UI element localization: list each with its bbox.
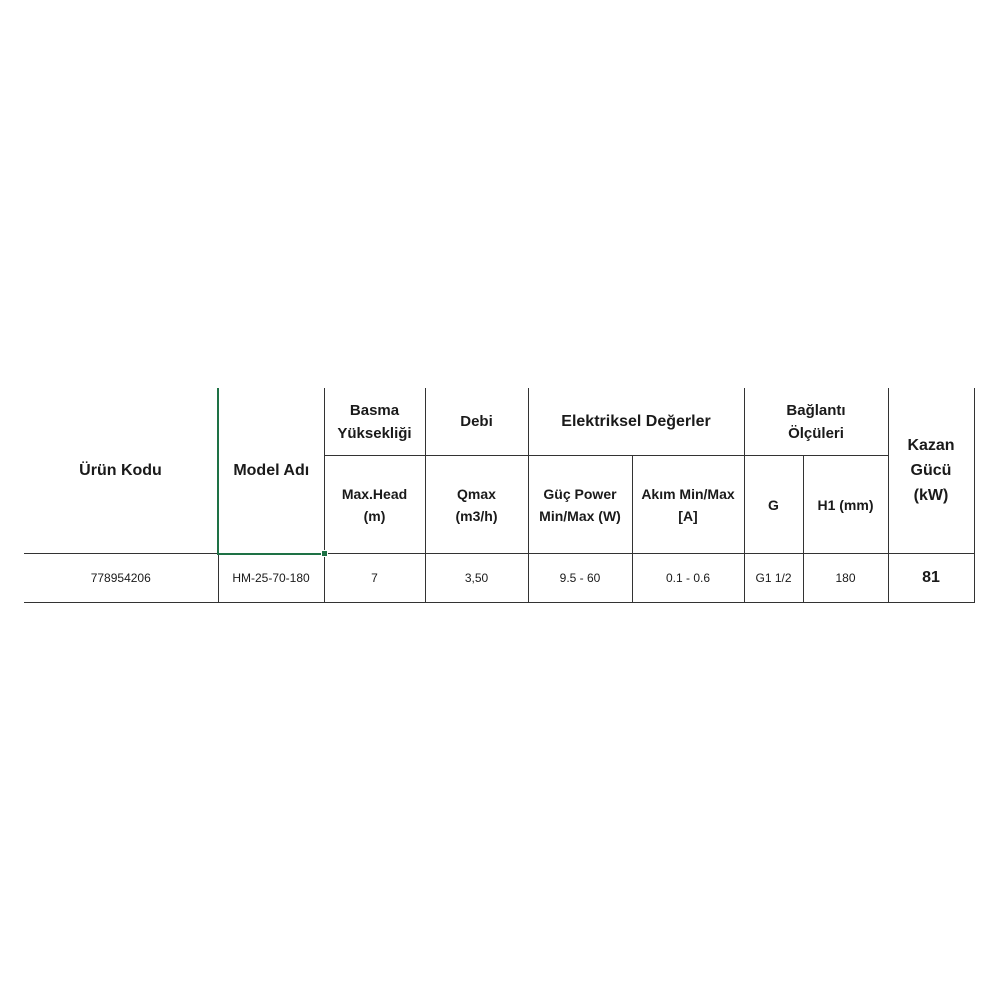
header-debi[interactable]: Debi [425, 388, 528, 456]
header-elektriksel-degerler[interactable]: Elektriksel Değerler [528, 388, 744, 456]
header-baglanti-label: Bağlantı Ölçüleri [786, 401, 846, 442]
header-basma-label: Basma Yüksekliği [337, 401, 412, 442]
cell-g[interactable]: G1 1/2 [744, 554, 803, 603]
table-row [24, 554, 974, 603]
cell-akim[interactable]: 0.1 - 0.6 [632, 554, 744, 603]
header-baglanti-olculeri[interactable] [744, 388, 888, 456]
cell-h1[interactable]: 180 [803, 554, 888, 603]
cell-guc[interactable]: 9.5 - 60 [528, 554, 632, 603]
cell-qmax[interactable]: 3,50 [425, 554, 528, 603]
subheader-g[interactable]: G [744, 456, 803, 554]
cell-max-head[interactable]: 7 [324, 554, 425, 603]
header-kazan-gucu[interactable] [888, 388, 974, 554]
cell-model-adi[interactable]: HM-25-70-180 [218, 554, 324, 603]
header-basma-yuksekligi[interactable] [324, 388, 425, 456]
subheader-qmax-label: Qmax (m3/h) [455, 485, 498, 524]
subheader-max-head[interactable] [324, 456, 425, 554]
subheader-qmax[interactable] [425, 456, 528, 554]
subheader-akim-label: Akım Min/Max [A] [641, 485, 735, 524]
header-kazan-label: Kazan Gücü (kW) [907, 437, 955, 504]
cell-urun-kodu[interactable]: 778954206 [24, 554, 218, 603]
selection-fill-handle[interactable] [321, 550, 328, 557]
header-model-adi[interactable] [218, 388, 324, 554]
subheader-max-head-label: Max.Head (m) [341, 485, 408, 524]
subheader-guc-label: Güç Power Min/Max (W) [539, 485, 621, 524]
header-model-adi-label: Model Adı [233, 461, 310, 479]
product-spec-table [24, 388, 975, 603]
header-urun-kodu[interactable]: Ürün Kodu [24, 388, 218, 554]
cell-kazan-gucu[interactable]: 81 [888, 554, 974, 603]
subheader-h1[interactable]: H1 (mm) [803, 456, 888, 554]
subheader-akim[interactable] [632, 456, 744, 554]
subheader-guc-power[interactable] [528, 456, 632, 554]
